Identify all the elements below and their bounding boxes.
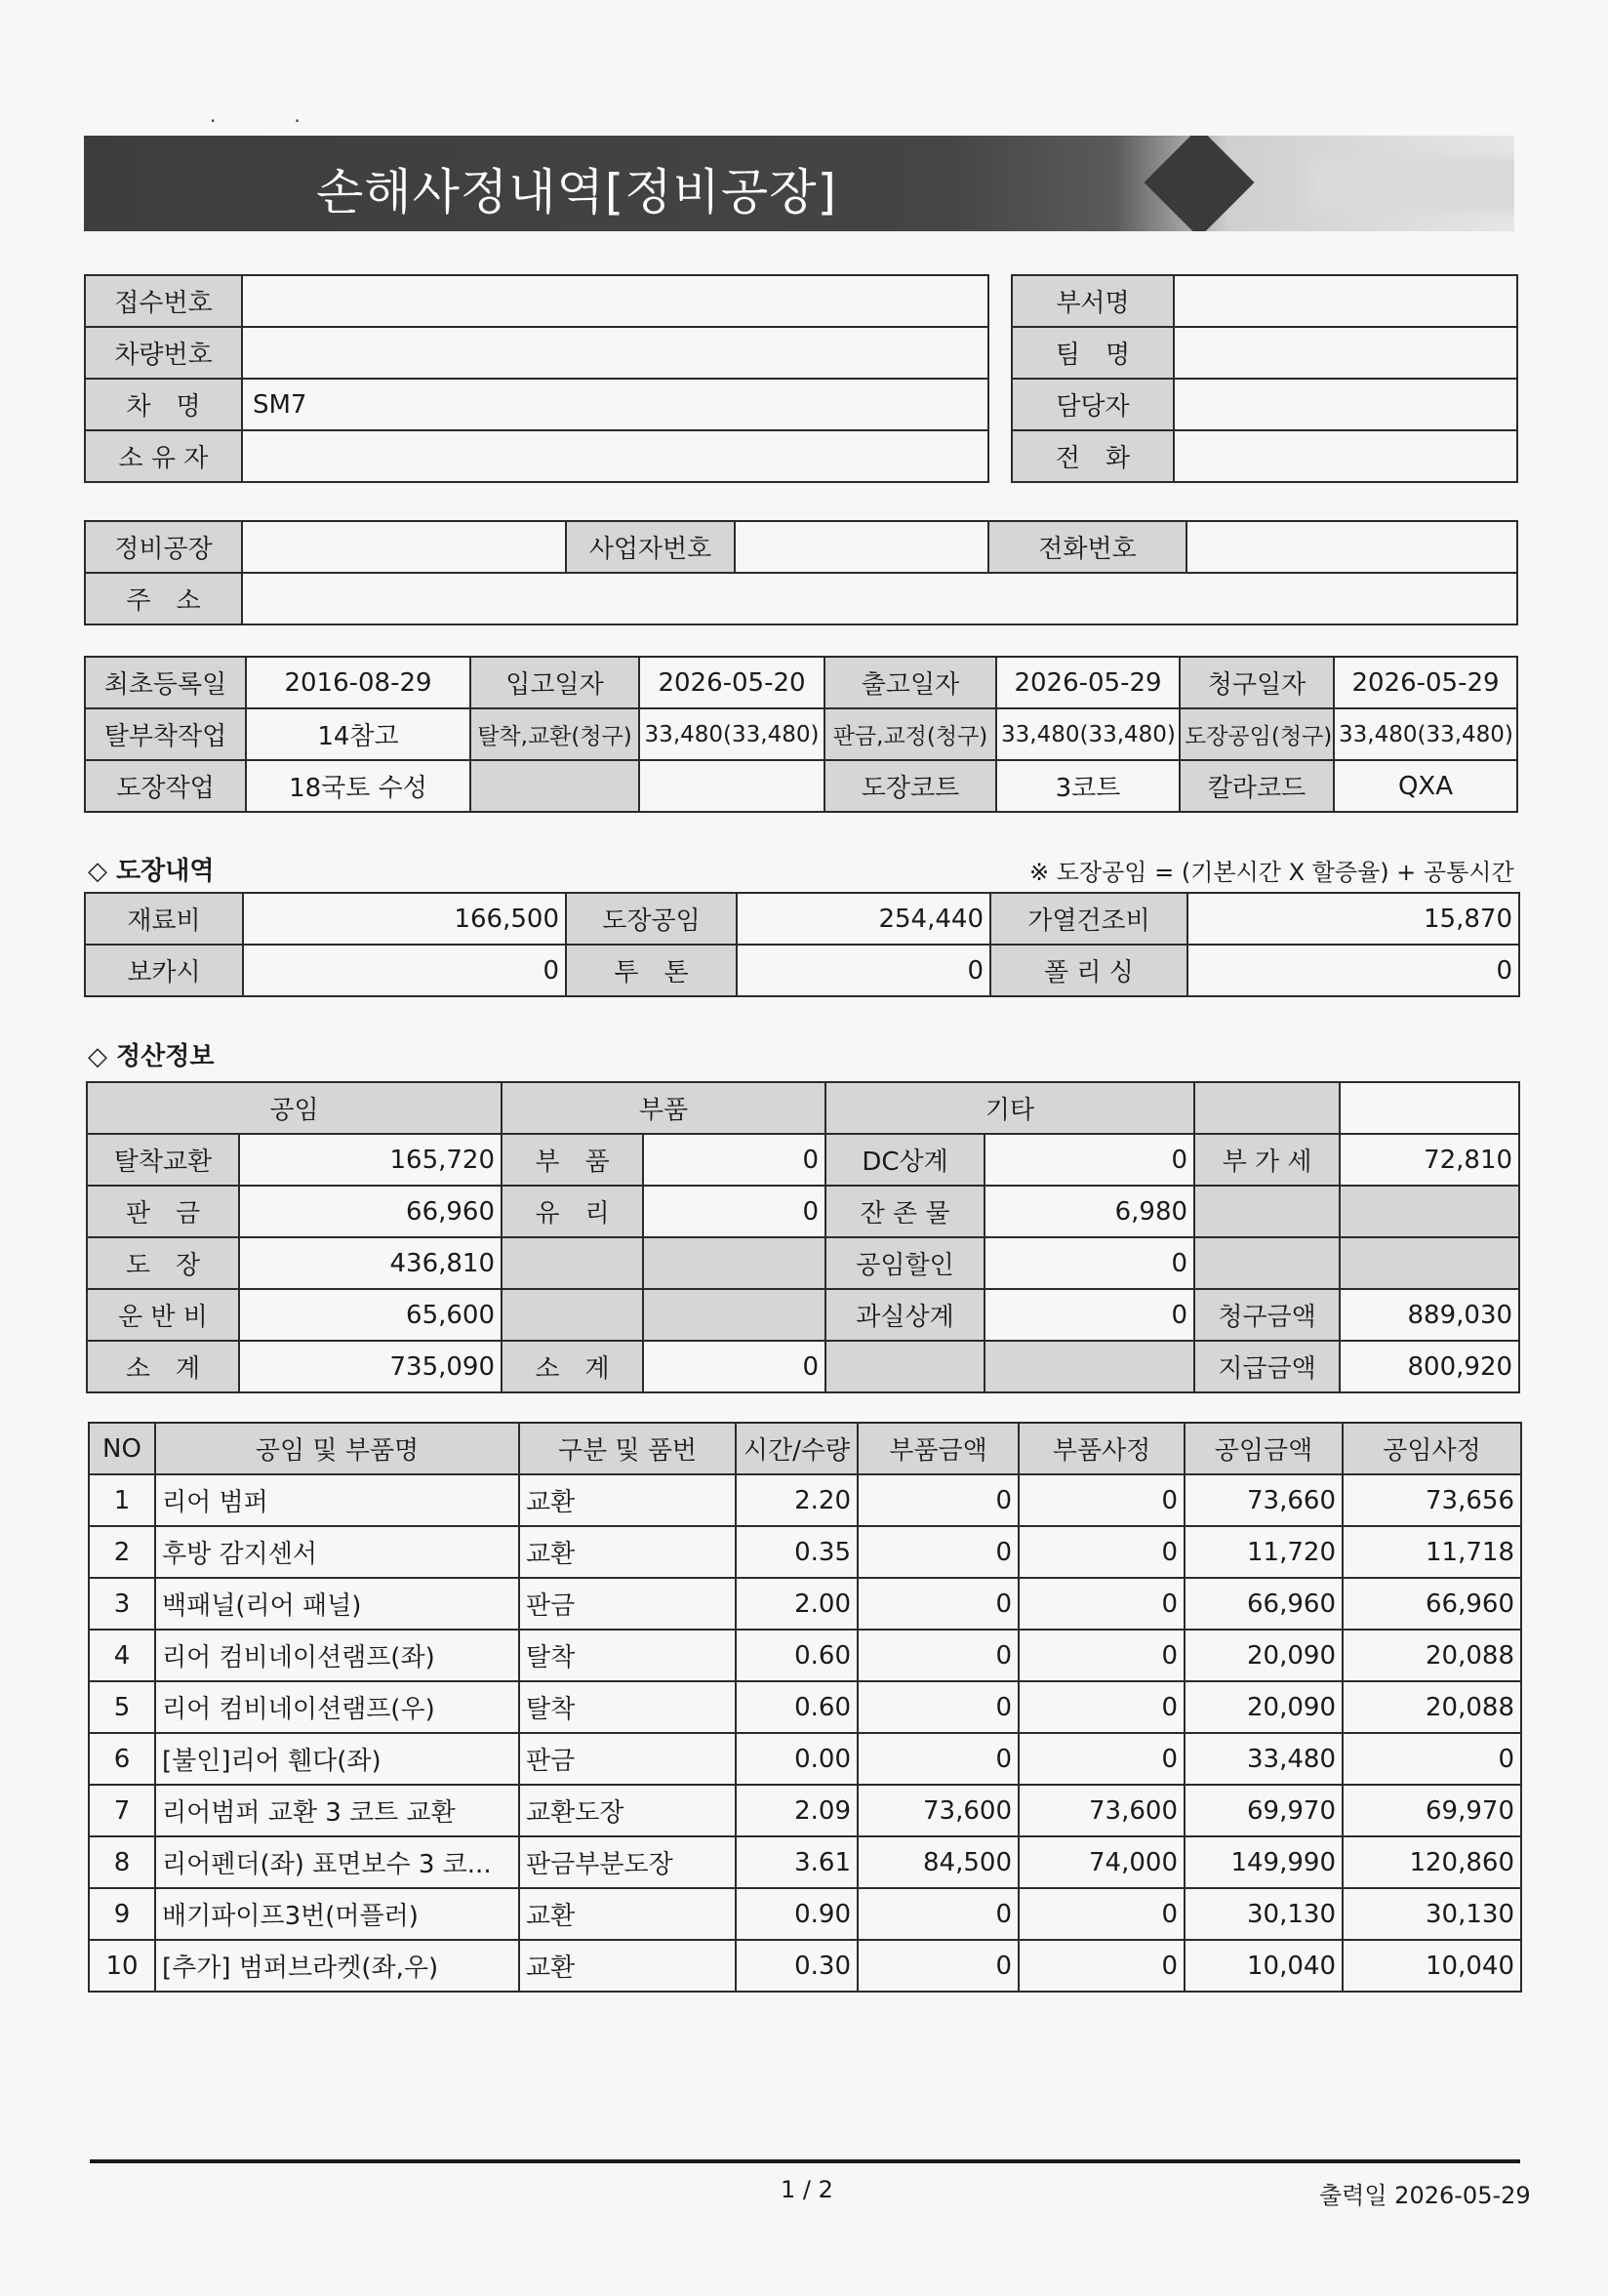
- paint-section-label: ◇ 도장내역: [88, 857, 215, 886]
- page-title: 손해사정내역[정비공장]: [316, 164, 838, 221]
- plate-label: 차량번호: [85, 327, 242, 379]
- table-row: [89, 1681, 1521, 1733]
- detach-value: 165,720: [239, 1134, 502, 1186]
- table-row: [89, 1526, 1521, 1578]
- settlement-table: [86, 1081, 1520, 1393]
- item-labor-amount: 69,970: [1185, 1785, 1343, 1836]
- item-labor-adjusted: 20,088: [1343, 1630, 1521, 1681]
- item-name: 리어 범퍼: [155, 1474, 519, 1526]
- item-no: 8: [89, 1836, 155, 1888]
- table-row: [85, 657, 1517, 708]
- col-header: 부품사정: [1019, 1423, 1185, 1474]
- table-row: [85, 430, 988, 482]
- material-label: 재료비: [85, 893, 243, 945]
- bokashi-label: 보카시: [85, 945, 243, 996]
- sheet-metal-value: 33,480(33,480): [996, 708, 1180, 760]
- item-name: [불인]리어 휀다(좌): [155, 1733, 519, 1785]
- sheet-label: 판 금: [87, 1186, 239, 1237]
- paint-labor-label: 도장공임: [566, 893, 737, 945]
- item-labor-adjusted: 120,860: [1343, 1836, 1521, 1888]
- team-label: 팀 명: [1012, 327, 1174, 379]
- item-name: 리어펜더(좌) 표면보수 3 코...: [155, 1836, 519, 1888]
- item-type: 교환: [519, 1526, 736, 1578]
- color-code-label: 칼라코드: [1180, 760, 1334, 812]
- table-row: [85, 945, 1519, 996]
- item-time: 0.30: [736, 1940, 858, 1992]
- out-date-label: 출고일자: [824, 657, 996, 708]
- empty-cell: [1340, 1237, 1519, 1289]
- item-no: 1: [89, 1474, 155, 1526]
- empty-cell: [470, 760, 639, 812]
- col-header: 시간/수량: [736, 1423, 858, 1474]
- item-part-amount: 0: [858, 1526, 1019, 1578]
- paint-labor-value: 254,440: [737, 893, 990, 945]
- empty-cell: [985, 1341, 1194, 1392]
- team-value: [1174, 327, 1517, 379]
- item-type: 판금: [519, 1733, 736, 1785]
- item-part-adjusted: 0: [1019, 1940, 1185, 1992]
- empty-cell: [825, 1341, 985, 1392]
- empty-cell: [1194, 1082, 1340, 1134]
- vat-value: 72,810: [1340, 1134, 1519, 1186]
- claim-label: 청구금액: [1194, 1289, 1340, 1341]
- col-header: 공임 및 부품명: [155, 1423, 519, 1474]
- shop-info-table: [84, 520, 1518, 625]
- item-name: 후방 감지센서: [155, 1526, 519, 1578]
- table-row: [89, 1630, 1521, 1681]
- claim-value: 889,030: [1340, 1289, 1519, 1341]
- item-time: 0.60: [736, 1630, 858, 1681]
- item-type: 교환: [519, 1940, 736, 1992]
- item-time: 0.60: [736, 1681, 858, 1733]
- empty-cell: [1194, 1186, 1340, 1237]
- table-row: [89, 1578, 1521, 1630]
- empty-cell: [1340, 1082, 1519, 1134]
- table-row: [85, 708, 1517, 760]
- item-labor-amount: 10,040: [1185, 1940, 1343, 1992]
- empty-cell: [643, 1237, 825, 1289]
- labor-sub-label: 소 계: [87, 1341, 239, 1392]
- item-part-amount: 0: [858, 1733, 1019, 1785]
- vehicle-info-table: [84, 274, 989, 483]
- item-time: 0.00: [736, 1733, 858, 1785]
- residual-label: 잔 존 물: [825, 1186, 985, 1237]
- receipt-no-label: 접수번호: [85, 275, 242, 327]
- paint-work-label: 도장작업: [85, 760, 246, 812]
- item-labor-amount: 30,130: [1185, 1888, 1343, 1940]
- item-name: 리어 컴비네이션램프(좌): [155, 1630, 519, 1681]
- table-row: [1012, 430, 1517, 482]
- print-date: 출력일 2026-05-29: [1319, 2182, 1531, 2209]
- tel-label: 전화번호: [988, 521, 1186, 573]
- table-row: [87, 1237, 1519, 1289]
- table-row: [87, 1341, 1519, 1392]
- glass-label: 유 리: [502, 1186, 643, 1237]
- item-labor-adjusted: 11,718: [1343, 1526, 1521, 1578]
- table-row: [89, 1888, 1521, 1940]
- table-row: [89, 1733, 1521, 1785]
- table-header-row: [89, 1423, 1521, 1474]
- item-no: 4: [89, 1630, 155, 1681]
- item-name: 배기파이프3번(머플러): [155, 1888, 519, 1940]
- table-row: [85, 760, 1517, 812]
- item-labor-adjusted: 10,040: [1343, 1940, 1521, 1992]
- labor-disc-label: 공임할인: [825, 1237, 985, 1289]
- parts-value: 0: [643, 1134, 825, 1186]
- parts-sub-label: 소 계: [502, 1341, 643, 1392]
- detach-replace-label: 탈착,교환(청구): [470, 708, 639, 760]
- item-type: 교환: [519, 1474, 736, 1526]
- receipt-no-value: [242, 275, 988, 327]
- table-row: [85, 573, 1517, 624]
- residual-value: 6,980: [985, 1186, 1194, 1237]
- shop-label: 정비공장: [85, 521, 242, 573]
- page-number: 1 / 2: [781, 2176, 833, 2203]
- empty-cell: [639, 760, 824, 812]
- detach-work-value: 14참고: [246, 708, 470, 760]
- redacted-area: [1308, 157, 1514, 212]
- pay-label: 지급금액: [1194, 1341, 1340, 1392]
- items-table: [88, 1422, 1522, 1993]
- item-labor-adjusted: 69,970: [1343, 1785, 1521, 1836]
- item-type: 판금: [519, 1578, 736, 1630]
- item-part-adjusted: 0: [1019, 1733, 1185, 1785]
- first-reg-label: 최초등록일: [85, 657, 246, 708]
- toning-value: 0: [737, 945, 990, 996]
- plate-value: [242, 327, 988, 379]
- item-type: 교환도장: [519, 1785, 736, 1836]
- item-part-amount: 73,600: [858, 1785, 1019, 1836]
- paint-code-value: 3코트: [996, 760, 1180, 812]
- item-labor-amount: 149,990: [1185, 1836, 1343, 1888]
- empty-cell: [502, 1289, 643, 1341]
- footer-divider: [90, 2159, 1520, 2163]
- shop-value: [242, 521, 566, 573]
- dept-value: [1174, 275, 1517, 327]
- item-no: 2: [89, 1526, 155, 1578]
- bokashi-value: 0: [243, 945, 566, 996]
- item-part-adjusted: 74,000: [1019, 1836, 1185, 1888]
- labor-disc-value: 0: [985, 1237, 1194, 1289]
- item-labor-amount: 20,090: [1185, 1681, 1343, 1733]
- first-reg-value: 2016-08-29: [246, 657, 470, 708]
- phone-label: 전 화: [1012, 430, 1174, 482]
- paint-formula-note: ※ 도장공임 = (기본시간 X 할증율) + 공통시간: [1029, 859, 1514, 886]
- empty-cell: [502, 1237, 643, 1289]
- item-labor-amount: 20,090: [1185, 1630, 1343, 1681]
- item-name: 리어 컴비네이션램프(우): [155, 1681, 519, 1733]
- work-info-table: [84, 656, 1518, 813]
- table-row: [85, 327, 988, 379]
- col-header: 구분 및 품번: [519, 1423, 736, 1474]
- table-row: [89, 1785, 1521, 1836]
- claim-date-label: 청구일자: [1180, 657, 1334, 708]
- item-time: 0.90: [736, 1888, 858, 1940]
- item-type: 탈착: [519, 1630, 736, 1681]
- item-part-amount: 0: [858, 1578, 1019, 1630]
- item-labor-amount: 33,480: [1185, 1733, 1343, 1785]
- item-labor-adjusted: 0: [1343, 1733, 1521, 1785]
- table-row: [89, 1940, 1521, 1992]
- sheet-metal-label: 판금,교정(청구): [824, 708, 996, 760]
- sheet-value: 66,960: [239, 1186, 502, 1237]
- diamond-decoration: [1144, 136, 1254, 231]
- in-date-value: 2026-05-20: [639, 657, 824, 708]
- item-part-amount: 0: [858, 1940, 1019, 1992]
- owner-label: 소 유 자: [85, 430, 242, 482]
- item-part-adjusted: 73,600: [1019, 1785, 1185, 1836]
- table-row: [85, 521, 1517, 573]
- item-part-amount: 0: [858, 1630, 1019, 1681]
- table-row: [1012, 275, 1517, 327]
- vat-label: 부 가 세: [1194, 1134, 1340, 1186]
- table-row: [1012, 327, 1517, 379]
- dept-label: 부서명: [1012, 275, 1174, 327]
- tel-value: [1186, 521, 1517, 573]
- pay-value: 800,920: [1340, 1341, 1519, 1392]
- toning-label: 투 톤: [566, 945, 737, 996]
- parts-sub-value: 0: [643, 1341, 825, 1392]
- fault-value: 0: [985, 1289, 1194, 1341]
- table-row: [87, 1289, 1519, 1341]
- table-row: [85, 893, 1519, 945]
- parts-label: 부 품: [502, 1134, 643, 1186]
- biz-no-value: [735, 521, 988, 573]
- paint-table: [84, 892, 1520, 997]
- labor-sub-value: 735,090: [239, 1341, 502, 1392]
- item-labor-amount: 73,660: [1185, 1474, 1343, 1526]
- col-header: 공임사정: [1343, 1423, 1521, 1474]
- drying-value: 15,870: [1187, 893, 1519, 945]
- item-name: 리어범퍼 교환 3 코트 교환: [155, 1785, 519, 1836]
- item-part-amount: 0: [858, 1474, 1019, 1526]
- paint-value: 436,810: [239, 1237, 502, 1289]
- item-part-amount: 84,500: [858, 1836, 1019, 1888]
- item-part-adjusted: 0: [1019, 1681, 1185, 1733]
- empty-cell: [1194, 1237, 1340, 1289]
- item-type: 탈착: [519, 1681, 736, 1733]
- scan-marks: ··: [210, 109, 379, 133]
- item-time: 2.00: [736, 1578, 858, 1630]
- item-type: 판금부분도장: [519, 1836, 736, 1888]
- polishing-value: 0: [1187, 945, 1519, 996]
- claim-date-value: 2026-05-29: [1334, 657, 1517, 708]
- address-value: [242, 573, 1517, 624]
- dc-value: 0: [985, 1134, 1194, 1186]
- polishing-label: 폴 리 싱: [990, 945, 1187, 996]
- item-labor-amount: 11,720: [1185, 1526, 1343, 1578]
- in-date-label: 입고일자: [470, 657, 639, 708]
- col-header: NO: [89, 1423, 155, 1474]
- detach-replace-value: 33,480(33,480): [639, 708, 824, 760]
- paint-label: 도 장: [87, 1237, 239, 1289]
- item-part-adjusted: 0: [1019, 1578, 1185, 1630]
- detach-work-label: 탈부착작업: [85, 708, 246, 760]
- drying-label: 가열건조비: [990, 893, 1187, 945]
- paint-labor-value: 33,480(33,480): [1334, 708, 1517, 760]
- item-type: 교환: [519, 1888, 736, 1940]
- table-row: [1012, 379, 1517, 430]
- item-part-amount: 0: [858, 1888, 1019, 1940]
- item-labor-adjusted: 20,088: [1343, 1681, 1521, 1733]
- item-no: 6: [89, 1733, 155, 1785]
- paint-work-value: 18국토 수성: [246, 760, 470, 812]
- item-time: 3.61: [736, 1836, 858, 1888]
- adjuster-info-table: [1011, 274, 1518, 483]
- model-value: SM7: [242, 379, 988, 430]
- dc-label: DC상계: [825, 1134, 985, 1186]
- table-row: [87, 1134, 1519, 1186]
- table-row: [87, 1186, 1519, 1237]
- item-no: 5: [89, 1681, 155, 1733]
- item-time: 2.09: [736, 1785, 858, 1836]
- model-label: 차 명: [85, 379, 242, 430]
- manager-value: [1174, 379, 1517, 430]
- item-name: 백패널(리어 패널): [155, 1578, 519, 1630]
- detach-label: 탈착교환: [87, 1134, 239, 1186]
- transport-label: 운 반 비: [87, 1289, 239, 1341]
- empty-cell: [643, 1289, 825, 1341]
- glass-value: 0: [643, 1186, 825, 1237]
- item-part-amount: 0: [858, 1681, 1019, 1733]
- manager-label: 담당자: [1012, 379, 1174, 430]
- item-no: 3: [89, 1578, 155, 1630]
- item-name: [추가] 범퍼브라켓(좌,우): [155, 1940, 519, 1992]
- item-labor-adjusted: 73,656: [1343, 1474, 1521, 1526]
- title-banner: [84, 136, 1514, 231]
- item-part-adjusted: 0: [1019, 1630, 1185, 1681]
- out-date-value: 2026-05-29: [996, 657, 1180, 708]
- paint-code-label: 도장코트: [824, 760, 996, 812]
- color-code-value: QXA: [1334, 760, 1517, 812]
- items-body: [89, 1474, 1521, 1992]
- head-parts: 부품: [502, 1082, 825, 1134]
- col-header: 공임금액: [1185, 1423, 1343, 1474]
- phone-value: [1174, 430, 1517, 482]
- item-labor-amount: 66,960: [1185, 1578, 1343, 1630]
- paint-labor-label: 도장공임(청구): [1180, 708, 1334, 760]
- owner-value: [242, 430, 988, 482]
- head-labor: 공임: [87, 1082, 502, 1134]
- item-no: 9: [89, 1888, 155, 1940]
- item-no: 10: [89, 1940, 155, 1992]
- item-labor-adjusted: 66,960: [1343, 1578, 1521, 1630]
- table-row: [87, 1082, 1519, 1134]
- settlement-section-label: ◇ 정산정보: [88, 1042, 215, 1071]
- empty-cell: [1340, 1186, 1519, 1237]
- table-row: [85, 275, 988, 327]
- table-row: [85, 379, 988, 430]
- col-header: 부품금액: [858, 1423, 1019, 1474]
- biz-no-label: 사업자번호: [566, 521, 735, 573]
- fault-label: 과실상계: [825, 1289, 985, 1341]
- table-row: [89, 1836, 1521, 1888]
- item-part-adjusted: 0: [1019, 1474, 1185, 1526]
- item-part-adjusted: 0: [1019, 1526, 1185, 1578]
- item-time: 2.20: [736, 1474, 858, 1526]
- table-row: [89, 1474, 1521, 1526]
- address-label: 주 소: [85, 573, 242, 624]
- head-etc: 기타: [825, 1082, 1194, 1134]
- item-no: 7: [89, 1785, 155, 1836]
- transport-value: 65,600: [239, 1289, 502, 1341]
- item-time: 0.35: [736, 1526, 858, 1578]
- item-labor-adjusted: 30,130: [1343, 1888, 1521, 1940]
- item-part-adjusted: 0: [1019, 1888, 1185, 1940]
- material-value: 166,500: [243, 893, 566, 945]
